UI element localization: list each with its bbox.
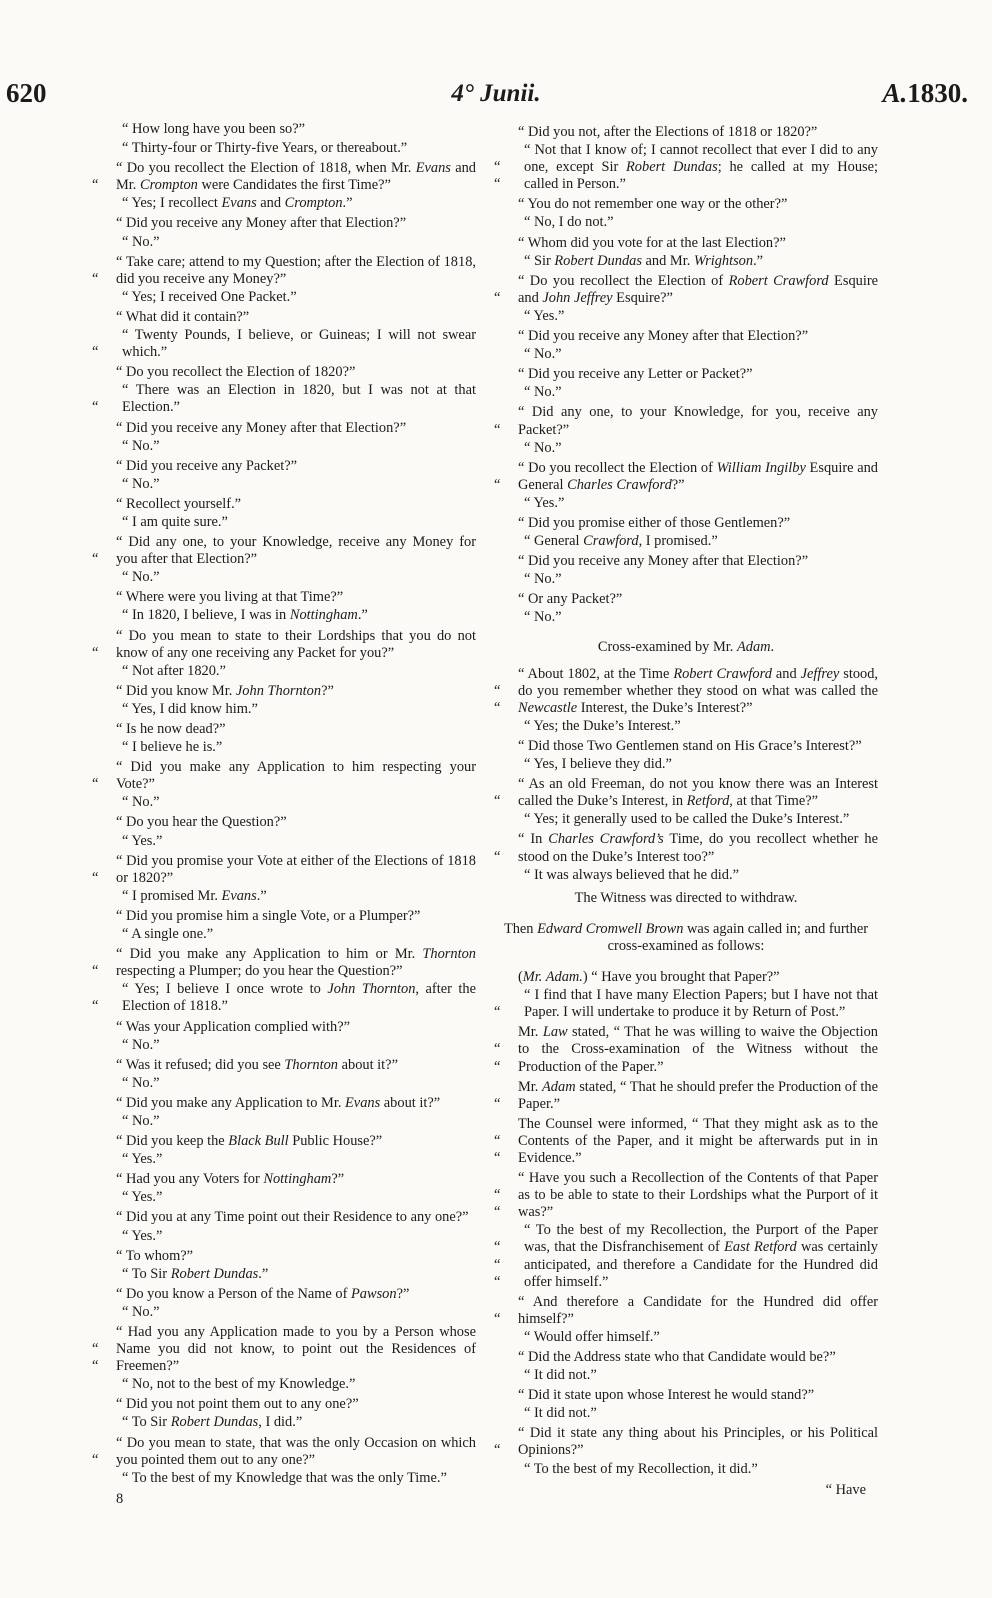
answer-paragraph: “ No.” bbox=[122, 437, 160, 454]
signature-mark: 8 bbox=[116, 1490, 124, 1507]
question-paragraph: “ Or any Packet?” bbox=[518, 591, 623, 608]
margin-quote-marks: “ bbox=[92, 551, 99, 568]
answer-paragraph: “ Not that I know of; I cannot recollect that ever I did to any one, except Sir Robert Dundas; he called at my House; called in Person.” “ “ bbox=[494, 142, 879, 193]
question-paragraph: “ Did you receive any Money after that Election?” bbox=[116, 215, 407, 232]
question-paragraph: Mr. Adam stated, “ That he should prefer the Production of the Paper.” “ bbox=[494, 1078, 878, 1112]
question-paragraph: “ Do you recollect the Election of 1820?” bbox=[116, 364, 356, 381]
year-prefix: A. bbox=[882, 78, 908, 108]
answer-paragraph: “ Yes, I believe they did.” bbox=[524, 756, 672, 773]
further-examination bbox=[494, 969, 878, 1478]
answer-paragraph: “ Yes.” bbox=[524, 307, 565, 324]
answer-paragraph: “ To Sir Robert Dundas, I did.” bbox=[122, 1414, 303, 1431]
question-paragraph: “ Do you mean to state to their Lordships that you do not know of any one receiving any Packet for you?” “ bbox=[92, 627, 476, 661]
margin-quote-marks: “ bbox=[92, 869, 99, 886]
question-paragraph: “ Have you such a Recollection of the Contents of that Paper as to be able to state to their Lordships what the Purport of it was?” “ “ bbox=[494, 1170, 878, 1221]
question-paragraph: “ What did it contain?” bbox=[116, 308, 250, 325]
right-column-testimony bbox=[494, 124, 878, 627]
question-paragraph: “ Do you mean to state, that was the only Occasion on which you pointed them out to any one?” “ bbox=[92, 1434, 476, 1468]
answer-paragraph: “ How long have you been so?” bbox=[122, 121, 306, 137]
answer-paragraph: “ To the best of my Recollection, the Purport of the Paper was, that the Disfranchisement of East Retford was certainly anticipated, and therefore a Candidate for the Hundred did offer himself.” “ “ “ bbox=[494, 1222, 878, 1290]
question-paragraph: “ Whom did you vote for at the last Election?” bbox=[518, 234, 786, 251]
question-paragraph: “ Did any one, to your Knowledge, receive any Money for you after that Election?” “ bbox=[92, 534, 476, 568]
year-number: 1830. bbox=[907, 78, 968, 108]
question-paragraph: “ Did the Address state who that Candidate would be?” bbox=[518, 1349, 836, 1365]
right-column bbox=[494, 121, 878, 1499]
page-number: 620 bbox=[6, 78, 47, 108]
answer-paragraph: “ Sir Robert Dundas and Mr. Wrightson.” bbox=[524, 252, 764, 269]
question-paragraph: “ Recollect yourself.” bbox=[116, 495, 242, 512]
question-paragraph: “ Do you recollect the Election of 1818, when Mr. Evans and Mr. Crompton were Candidates the first Time?” “ bbox=[92, 160, 476, 194]
question-paragraph: “ Did any one, to your Knowledge, for you, receive any Packet?” “ bbox=[494, 404, 878, 438]
margin-quote-marks: “ bbox=[92, 399, 99, 416]
answer-paragraph: “ I promised Mr. Evans.” bbox=[122, 887, 267, 904]
question-paragraph: “ Do you recollect the Election of Robert Crawford Esquire and John Jeffrey Esquire?” “ bbox=[494, 272, 879, 306]
answer-paragraph: “ Yes; the Duke’s Interest.” bbox=[524, 717, 681, 734]
margin-quote-marks: “ bbox=[92, 344, 99, 361]
margin-quote-marks: “ bbox=[494, 848, 501, 865]
question-paragraph: “ Did you receive any Packet?” bbox=[116, 457, 297, 474]
answer-paragraph: “ Yes; I received One Packet.” bbox=[122, 288, 297, 305]
question-paragraph: “ Had you any Application made to you by a Person whose Name you did not know, to point out the Residences of Freemen?” “ “ bbox=[92, 1324, 476, 1375]
margin-quote-marks: “ bbox=[92, 776, 99, 793]
left-column-body bbox=[92, 121, 476, 1487]
answer-paragraph: “ No.” bbox=[122, 569, 160, 586]
question-paragraph: “ Did you promise your Vote at either of the Elections of 1818 or 1820?” “ bbox=[92, 852, 476, 886]
margin-quote-marks: “ bbox=[494, 289, 501, 306]
answer-paragraph: “ It did not.” bbox=[524, 1405, 597, 1422]
question-paragraph: “ Did you promise him a single Vote, or a Plumper?” bbox=[116, 907, 421, 924]
answer-paragraph: “ Yes; it generally used to be called the Duke’s Interest.” bbox=[524, 811, 850, 828]
answer-paragraph: “ No.” bbox=[122, 1112, 160, 1129]
question-paragraph: “ To whom?” bbox=[116, 1247, 194, 1264]
margin-quote-marks: “ bbox=[92, 644, 99, 661]
catchword: “ Have bbox=[825, 1481, 866, 1498]
answer-paragraph: “ No.” bbox=[524, 346, 562, 363]
question-paragraph: “ Was your Application complied with?” bbox=[116, 1018, 350, 1035]
answer-paragraph: “ Yes.” bbox=[122, 832, 163, 849]
recalled-note: Then Edward Cromwell Brown was again called in; and further cross-examined as follows: bbox=[503, 920, 869, 954]
question-paragraph: “ Did it state any thing about his Principles, or his Political Opinions?” “ bbox=[494, 1425, 878, 1459]
answer-paragraph: “ Yes.” bbox=[122, 1227, 163, 1244]
answer-paragraph: “ No.” bbox=[122, 1036, 160, 1053]
question-paragraph: “ Did you keep the Black Bull Public House?” bbox=[116, 1133, 383, 1150]
question-paragraph: “ Did you make any Application to him respecting your Vote?” “ bbox=[92, 759, 476, 793]
answer-paragraph: “ Thirty-four or Thirty-five Years, or thereabout.” bbox=[122, 140, 408, 157]
question-paragraph: The Counsel were informed, “ That they might ask as to the Contents of the Paper, and it might be afterwards put in in Evidence.” “ “ bbox=[494, 1115, 878, 1166]
question-paragraph: “ Did you receive any Money after that Election?” bbox=[518, 328, 809, 345]
answer-paragraph: “ No.” bbox=[122, 1303, 160, 1320]
margin-quote-marks: “ bbox=[92, 1451, 99, 1468]
answer-paragraph: “ I find that I have many Election Papers; but I have not that Paper. I will undertake to produce it by Return of Post.” “ bbox=[494, 987, 878, 1021]
margin-quote-marks: “ bbox=[494, 1442, 501, 1459]
answer-paragraph: “ Yes; I recollect Evans and Crompton.” bbox=[122, 195, 353, 212]
answer-paragraph: “ A single one.” bbox=[122, 926, 214, 943]
answer-paragraph: “ It did not.” bbox=[524, 1367, 597, 1384]
question-paragraph: “ Do you recollect the Election of William Ingilby Esquire and General Charles Crawford?” “ bbox=[494, 459, 879, 493]
answer-paragraph: “ Yes.” bbox=[122, 1189, 163, 1206]
answer-paragraph: “ I believe he is.” bbox=[122, 739, 223, 756]
question-paragraph: “ Do you know a Person of the Name of Pawson?” bbox=[116, 1285, 410, 1302]
answer-paragraph: “ There was an Election in 1820, but I was not at that Election.” “ bbox=[92, 382, 476, 416]
margin-quote-marks: “ bbox=[92, 270, 99, 287]
margin-quote-marks: “ bbox=[494, 793, 501, 810]
answer-paragraph: “ No.” bbox=[524, 571, 562, 588]
page-year bbox=[882, 78, 968, 109]
margin-quote-marks: “ bbox=[494, 421, 501, 438]
question-paragraph: “ Did you not, after the Elections of 1818 or 1820?” bbox=[518, 124, 818, 140]
question-paragraph: “ Is he now dead?” bbox=[116, 721, 226, 737]
question-paragraph: “ Do you hear the Question?” bbox=[116, 814, 287, 831]
question-paragraph: “ Did you receive any Money after that Election?” bbox=[116, 419, 407, 436]
question-paragraph: “ As an old Freeman, do not you know there was an Interest called the Duke’s Interest, in Retford, at that Time?” “ bbox=[494, 776, 878, 810]
answer-paragraph: “ No, not to the best of my Knowledge.” bbox=[122, 1376, 356, 1393]
answer-paragraph: “ To Sir Robert Dundas.” bbox=[122, 1265, 269, 1282]
margin-quote-marks: “ bbox=[92, 177, 99, 194]
margin-quote-marks: “ bbox=[92, 963, 99, 980]
answer-paragraph: “ To the best of my Recollection, it did.” bbox=[524, 1460, 758, 1477]
question-paragraph: “ Did you make any Application to him or Mr. Thornton respecting a Plumper; do you hear the Question?” “ bbox=[92, 946, 476, 980]
question-paragraph: “ Did you at any Time point out their Residence to any one?” bbox=[116, 1209, 469, 1226]
answer-paragraph: “ No.” bbox=[122, 233, 160, 250]
question-paragraph: “ Did you promise either of those Gentlemen?” bbox=[518, 514, 791, 531]
margin-quote-marks: “ “ bbox=[92, 1341, 99, 1375]
margin-quote-marks: “ bbox=[494, 1004, 501, 1021]
margin-quote-marks: “ “ “ bbox=[494, 1239, 501, 1290]
question-paragraph: “ Did you receive any Letter or Packet?” bbox=[518, 366, 753, 383]
answer-paragraph: “ No.” bbox=[524, 609, 562, 626]
margin-quote-marks: “ “ bbox=[494, 682, 501, 716]
answer-paragraph: “ No.” bbox=[524, 439, 562, 456]
margin-quote-marks: “ bbox=[494, 1310, 501, 1327]
margin-quote-marks: “ “ bbox=[494, 1187, 501, 1221]
question-paragraph: “ You do not remember one way or the other?” bbox=[518, 196, 788, 213]
question-paragraph: “ Did those Two Gentlemen stand on His Grace’s Interest?” bbox=[518, 738, 862, 754]
answer-paragraph: “ No.” bbox=[122, 1074, 160, 1091]
question-paragraph: “ Did you not point them out to any one?” bbox=[116, 1396, 359, 1413]
page-header bbox=[0, 78, 992, 118]
answer-paragraph: “ Yes, I did know him.” bbox=[122, 700, 258, 717]
withdraw-note: The Witness was directed to withdraw. bbox=[574, 889, 798, 906]
question-paragraph: “ Take care; attend to my Question; after the Election of 1818, did you receive any Money?” “ bbox=[92, 253, 476, 287]
question-paragraph: “ Was it refused; did you see Thornton about it?” bbox=[116, 1056, 398, 1073]
question-paragraph: “ Did you make any Application to Mr. Evans about it?” bbox=[116, 1094, 441, 1111]
question-paragraph: “ And therefore a Candidate for the Hundred did offer himself?” “ bbox=[494, 1293, 878, 1327]
answer-paragraph: “ Yes.” bbox=[524, 494, 565, 511]
question-paragraph: “ Where were you living at that Time?” bbox=[116, 589, 344, 606]
answer-paragraph: “ No, I do not.” bbox=[524, 214, 614, 231]
question-paragraph: “ Had you any Voters for Nottingham?” bbox=[116, 1171, 345, 1188]
margin-quote-marks: “ “ bbox=[494, 1132, 501, 1166]
answer-paragraph: “ No.” bbox=[122, 475, 160, 492]
page-date: 4° Junii. bbox=[451, 80, 541, 107]
question-paragraph: Mr. Law stated, “ That he was willing to waive the Objection to the Cross-examination of the Witness without the Production of the Paper.” “ “ bbox=[494, 1024, 878, 1075]
margin-quote-marks: “ “ bbox=[494, 1041, 501, 1075]
answer-paragraph: “ General Crawford, I promised.” bbox=[524, 533, 718, 550]
left-column bbox=[92, 121, 476, 1508]
answer-paragraph: “ No.” bbox=[524, 384, 562, 401]
margin-quote-marks: “ “ bbox=[494, 159, 501, 193]
answer-paragraph: “ In 1820, I believe, I was in Nottingham.” bbox=[122, 607, 368, 624]
question-paragraph: “ About 1802, at the Time Robert Crawford and Jeffrey stood, do you remember whether they stood on what was called the Newcastle Interest, the Duke’s Interest?” “ “ bbox=[494, 665, 878, 716]
answer-paragraph: “ Twenty Pounds, I believe, or Guineas; I will not swear which.” “ bbox=[92, 327, 476, 361]
cross-examination bbox=[494, 666, 878, 884]
answer-paragraph: “ Would offer himself.” bbox=[524, 1328, 660, 1345]
answer-paragraph: “ No.” bbox=[122, 794, 160, 811]
answer-paragraph: “ Yes; I believe I once wrote to John Thornton, after the Election of 1818.” “ bbox=[92, 981, 477, 1015]
section-heading: Cross-examined by Mr. Adam. bbox=[597, 638, 775, 655]
answer-paragraph: “ I am quite sure.” bbox=[122, 513, 228, 530]
margin-quote-marks: “ bbox=[92, 998, 99, 1015]
margin-quote-marks: “ bbox=[494, 476, 501, 493]
question-paragraph: “ In Charles Crawford’s Time, do you recollect whether he stood on the Duke’s Interest too?” “ bbox=[494, 831, 878, 865]
question-paragraph: (Mr. Adam.) “ Have you brought that Paper?” bbox=[518, 969, 780, 986]
margin-quote-marks: “ bbox=[494, 1095, 501, 1112]
answer-paragraph: “ It was always believed that he did.” bbox=[524, 866, 739, 883]
answer-paragraph: “ Not after 1820.” bbox=[122, 662, 226, 679]
question-paragraph: “ Did it state upon whose Interest he would stand?” bbox=[518, 1387, 815, 1404]
answer-paragraph: “ Yes.” bbox=[122, 1151, 163, 1168]
question-paragraph: “ Did you know Mr. John Thornton?” bbox=[116, 682, 334, 699]
question-paragraph: “ Did you receive any Money after that Election?” bbox=[518, 553, 809, 570]
answer-paragraph: “ To the best of my Knowledge that was the only Time.” bbox=[122, 1469, 447, 1486]
